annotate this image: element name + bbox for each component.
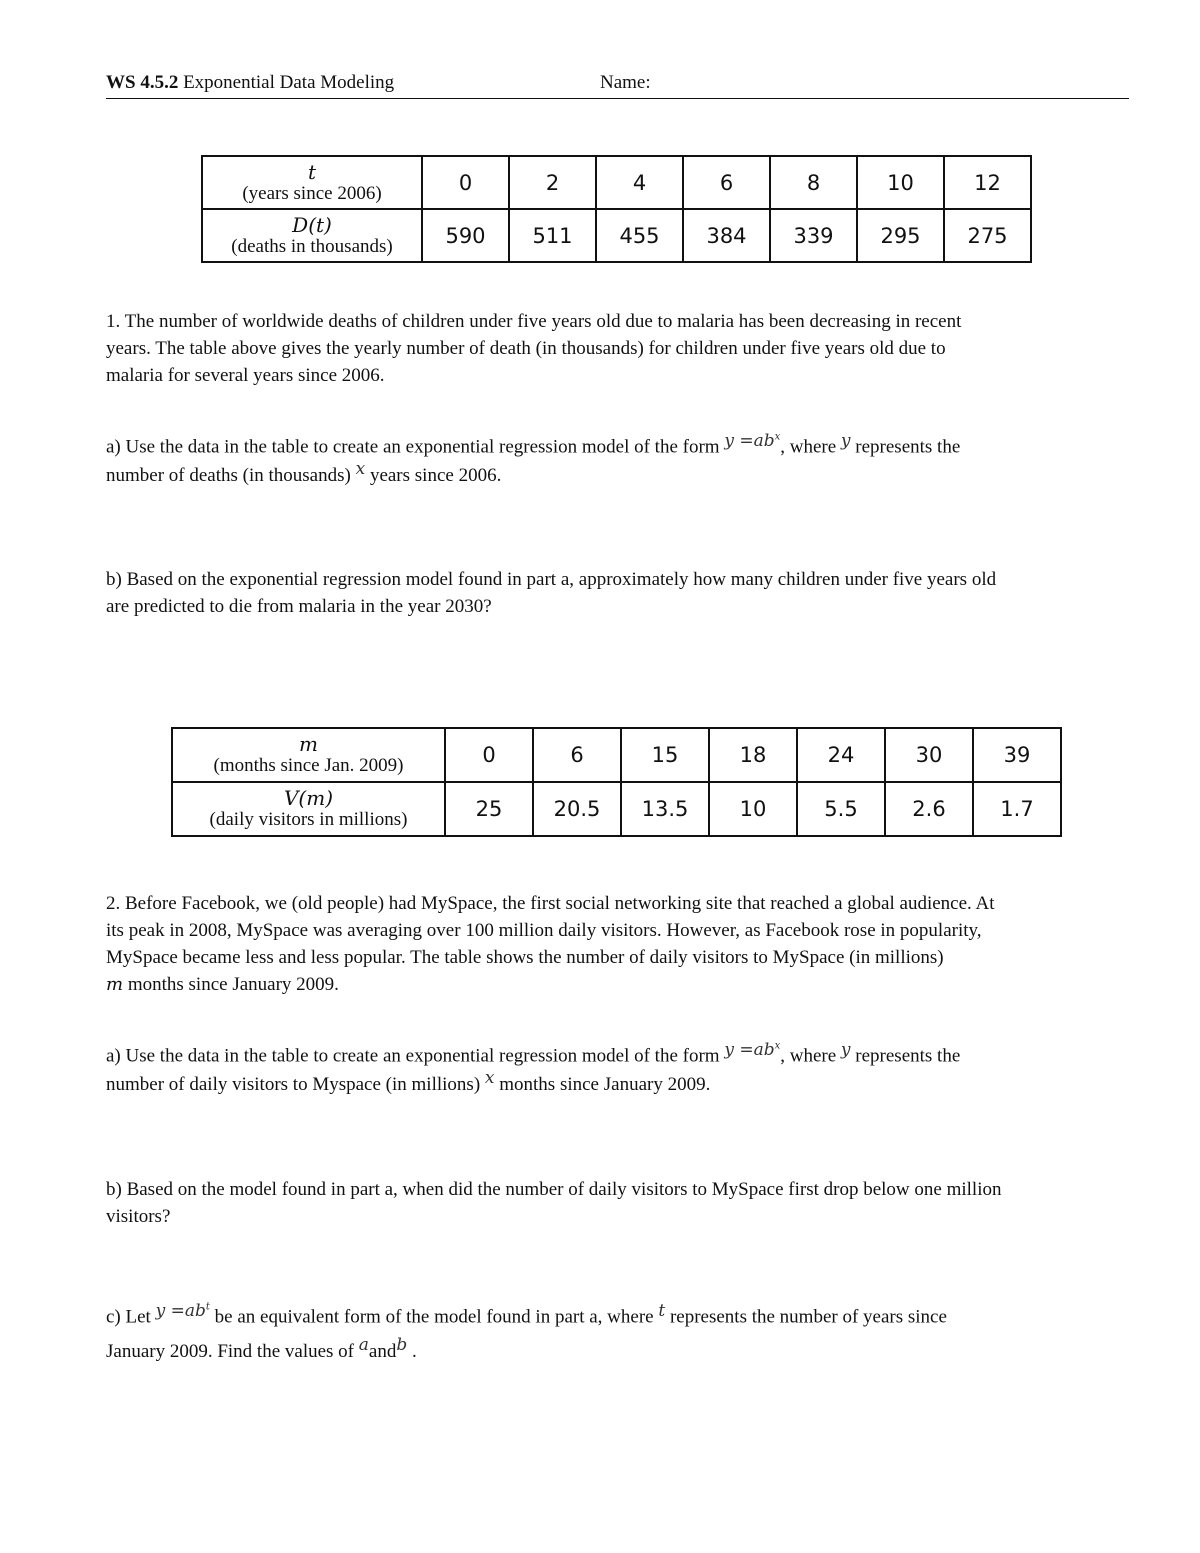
table-cell: 12 <box>944 156 1031 209</box>
question-text: c) Let <box>106 1306 151 1328</box>
question-text: represents the number of years since <box>669 1306 947 1328</box>
table-cell: 4 <box>596 156 683 209</box>
question-text: , where <box>780 1045 837 1067</box>
table-cell: 455 <box>596 209 683 262</box>
table-cell: 275 <box>944 209 1031 262</box>
table-cell: 384 <box>683 209 770 262</box>
formula-base: y =ab <box>155 1300 206 1321</box>
question-text: January 2009. Find the values of <box>106 1340 355 1362</box>
question-2c <box>106 1297 1136 1369</box>
table-row <box>202 209 1031 262</box>
table-cell: 339 <box>770 209 857 262</box>
formula-exponent: t <box>205 1301 210 1312</box>
row-header-desc: (daily visitors in millions) <box>209 809 408 830</box>
worksheet-title: Exponential Data Modeling <box>183 72 395 93</box>
variable-b: b <box>396 1334 408 1355</box>
question-2-text <box>106 890 1136 998</box>
question-text: represents the <box>855 1045 961 1067</box>
variable-x: x <box>484 1067 495 1088</box>
variable-a: a <box>358 1334 369 1355</box>
name-label: Name: <box>600 72 651 93</box>
variable-dt: D(t) <box>292 212 332 237</box>
question-2a <box>106 1039 1136 1099</box>
variable-t: t <box>307 159 317 184</box>
table-cell: 6 <box>683 156 770 209</box>
row-header-desc: (months since Jan. 2009) <box>213 755 404 776</box>
table-row <box>172 728 1061 782</box>
question-1-text <box>106 308 1136 389</box>
text-line <box>106 971 1136 998</box>
text-line: b) Based on the exponential regression model found in part a, approximately how many children under five years old <box>106 569 997 590</box>
table-cell: 1.7 <box>973 782 1061 836</box>
formula <box>724 1040 780 1060</box>
text-line <box>106 430 1136 462</box>
worksheet-header <box>106 72 1129 99</box>
table-cell: 2 <box>509 156 596 209</box>
table-cell: 18 <box>709 728 797 782</box>
question-text: be an equivalent form of the model found in part a, where <box>214 1306 654 1328</box>
text-line <box>106 1067 1136 1099</box>
question-text: months since January 2009. <box>499 1073 711 1095</box>
formula-exponent: x <box>774 431 781 442</box>
question-text: . <box>411 1340 417 1362</box>
text-line: b) Based on the model found in part a, when did the number of daily visitors to MySpace first drop below one million <box>106 1179 1002 1200</box>
table-cell: 0 <box>422 156 509 209</box>
text-line: years. The table above gives the yearly number of death (in thousands) for children under five years old due to <box>106 338 946 359</box>
variable-m: m <box>299 732 318 756</box>
variable-y: y <box>840 1039 851 1060</box>
variable-t: t <box>658 1300 666 1321</box>
table-cell: 511 <box>509 209 596 262</box>
question-text: number of daily visitors to Myspace (in millions) <box>106 1073 481 1095</box>
row-header-desc: (years since 2006) <box>242 182 382 204</box>
question-text: a) Use the data in the table to create an exponential regression model of the form <box>106 1045 720 1067</box>
table-cell: 25 <box>445 782 533 836</box>
row-header-desc: (deaths in thousands) <box>231 235 393 257</box>
question-2b <box>106 1176 1136 1230</box>
text-line: 1. The number of worldwide deaths of children under five years old due to malaria has been decreasing in recent <box>106 311 962 332</box>
table-row <box>172 782 1061 836</box>
table-cell: 295 <box>857 209 944 262</box>
question-text: represents the <box>855 436 961 458</box>
malaria-deaths-table <box>201 155 1032 263</box>
text-line: malaria for several years since 2006. <box>106 365 385 386</box>
table-cell: 590 <box>422 209 509 262</box>
text-line: visitors? <box>106 1206 171 1227</box>
row-header-dt <box>202 209 422 262</box>
myspace-visitors-table <box>171 727 1062 837</box>
question-text: , where <box>780 436 837 458</box>
question-1a <box>106 430 1136 490</box>
text-line: are predicted to die from malaria in the year 2030? <box>106 596 492 617</box>
formula <box>156 1301 210 1321</box>
text-line: MySpace became less and less popular. The table shows the number of daily visitors to MySpace (in millions) <box>106 947 944 968</box>
row-header-m <box>172 728 445 782</box>
table-cell: 13.5 <box>621 782 709 836</box>
table-cell: 2.6 <box>885 782 973 836</box>
text-line: its peak in 2008, MySpace was averaging over 100 million daily visitors. However, as Facebook rose in popularity, <box>106 920 982 941</box>
table-cell: 8 <box>770 156 857 209</box>
table-cell: 24 <box>797 728 885 782</box>
table-cell: 5.5 <box>797 782 885 836</box>
formula-base: y =ab <box>724 1039 775 1060</box>
table-cell: 20.5 <box>533 782 621 836</box>
table-cell: 10 <box>709 782 797 836</box>
variable-y: y <box>840 430 851 451</box>
formula-exponent: x <box>774 1040 781 1051</box>
variable-x: x <box>355 458 366 479</box>
table-cell: 39 <box>973 728 1061 782</box>
table-cell: 30 <box>885 728 973 782</box>
variable-m: m <box>106 974 124 995</box>
table-cell: 10 <box>857 156 944 209</box>
table-cell: 0 <box>445 728 533 782</box>
table-row <box>202 156 1031 209</box>
text-line <box>106 1335 1136 1369</box>
worksheet-number: WS 4.5.2 <box>106 72 179 93</box>
table-cell: 15 <box>621 728 709 782</box>
question-text: and <box>368 1340 397 1362</box>
text-line <box>106 1039 1136 1071</box>
text-line <box>106 1297 1136 1335</box>
variable-vm: V(m) <box>283 786 333 810</box>
question-text: a) Use the data in the table to create an exponential regression model of the form <box>106 436 720 458</box>
table-cell: 6 <box>533 728 621 782</box>
question-1b <box>106 566 1136 620</box>
text-line <box>106 458 1136 490</box>
row-header-vm <box>172 782 445 836</box>
question-text: number of deaths (in thousands) <box>106 464 351 486</box>
text-line: 2. Before Facebook, we (old people) had MySpace, the first social networking site that reached a global audience. At <box>106 893 995 914</box>
question-text: years since 2006. <box>369 464 502 486</box>
row-header-t <box>202 156 422 209</box>
formula-base: y =ab <box>724 430 775 451</box>
question-text: months since January 2009. <box>123 974 339 995</box>
formula <box>724 431 780 451</box>
